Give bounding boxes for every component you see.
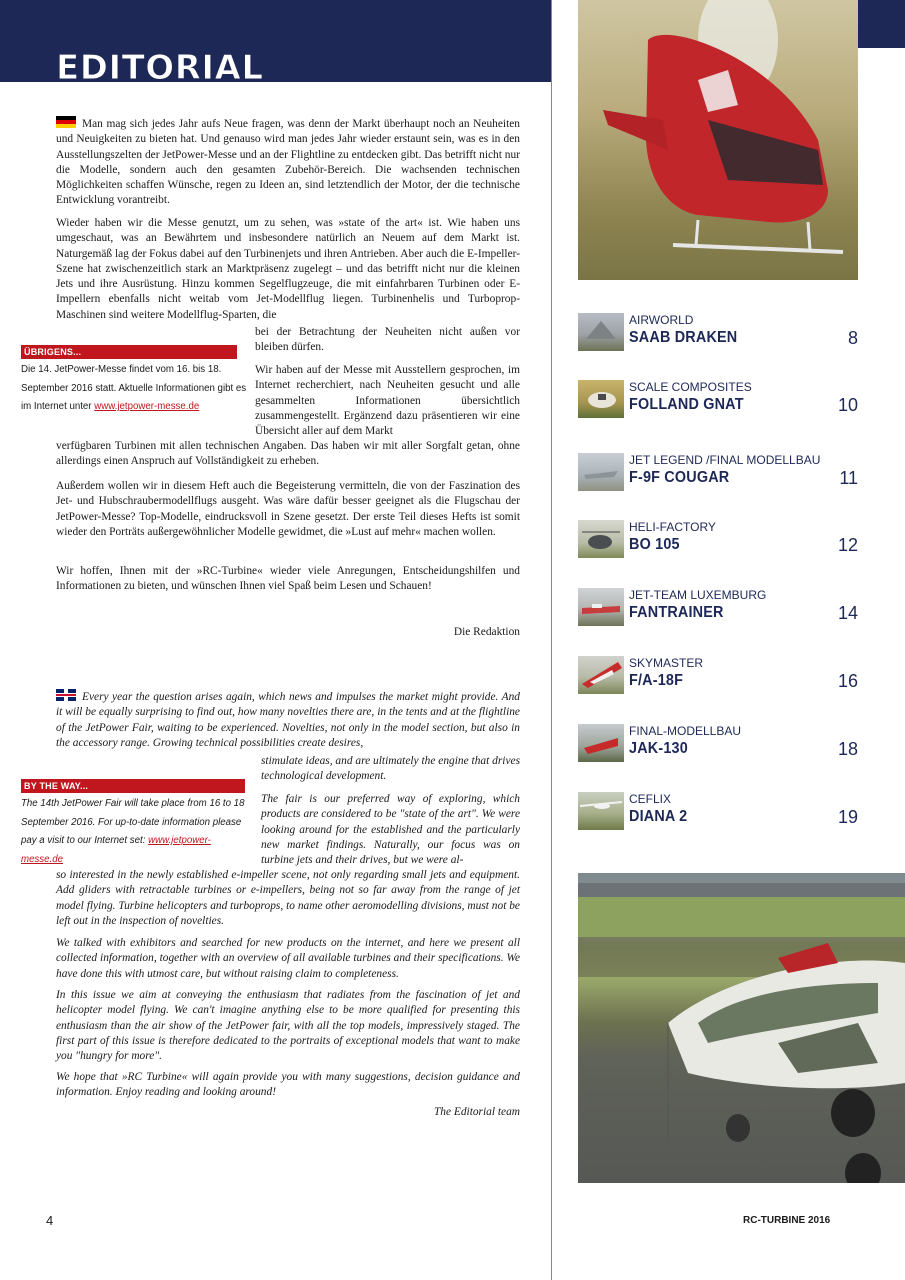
- toc-thumbnail: [578, 453, 624, 491]
- toc-page: 16: [837, 671, 858, 691]
- german-paragraph-2: Wieder haben wir die Messe genutzt, um zu sehen, was »state of the art« ist. Wie haben uns umgeschaut, was an Bewährtem und insbesondere natürlich an Neuem auf dem Markt ist. Naturgemäß lag der Fokus dabei auf den Turbinenjets und ihren Antrieben. Aber auch die E-Impeller-Szene hat zwischenzeitlich stark an Marktpräsenz zugelegt – und das betrifft nicht nur die kleinen Jets und ihre Ausrüstung. Hinzu kommen Segelflugzeuge, die mit einfahrbaren Turbinen oder E-Impellern ebenfalls nicht weitab vom Jet-Modellflug liegen. Turbinenhelis und Turboprop-Maschinen sind weitere Modellflug-Sparten, die: [56, 217, 520, 321]
- german-paragraph-2-cont: bei der Betrachtung der Neuheiten nicht außen vor bleiben dürfen.: [255, 326, 520, 354]
- toc-thumbnail: [578, 313, 624, 351]
- toc-thumbnail: [578, 380, 624, 418]
- toc-category: SKYMASTER: [629, 656, 704, 670]
- toc-category: CEFLIX: [629, 792, 672, 806]
- toc-title: F-9F COUGAR: [629, 469, 730, 486]
- toc-item-fa18f[interactable]: [578, 656, 858, 706]
- english-paragraph-2: The fair is our preferred way of exploring, which products are considered to be "state of the art". We were looking around for the established and the particularly new market findings. Naturally, our focus was on turbine jets and their drives, but we were al-: [261, 793, 520, 867]
- english-signature: The Editorial team: [433, 1106, 520, 1118]
- toc-category: HELI-FACTORY: [629, 520, 716, 534]
- german-flag-icon: [56, 116, 76, 128]
- toc-category: FINAL-MODELLBAU: [629, 724, 742, 738]
- toc-page: 10: [837, 395, 858, 415]
- english-paragraph-4: In this issue we aim at conveying the enthusiasm that radiates from the fascination of jet and helicopter model flying. We can't imagine anything else to be more qualified for presenting this enthusiasm than the air show of the JetPower fair, with all the top models, impressively staged. The first part of this issue is therefore dedicated to the portraits of exceptional models that want to make you "hungry for more".: [56, 989, 520, 1063]
- english-paragraph-5: We hope that »RC Turbine« will again provide you with many suggestions, decision guidance and information. Enjoy reading and looking around!: [56, 1071, 520, 1099]
- toc-item-folland-gnat[interactable]: [578, 380, 858, 430]
- toc-thumbnail: [578, 724, 624, 762]
- german-paragraph-1: Man mag sich jedes Jahr aufs Neue fragen, was denn der Markt überhaupt noch an Neuheiten und Neuigkeiten zu bieten hat. Und genauso wird man jedes Jahr wieder erstaunt sein, was es in den Ausstellungszelten der JetPower-Messe und an der Flightline zu entdecken gibt. Das betrifft nicht nur die Modelle, sondern auch den gesamten Zubehör-Bereich. Die wachsenden technischen Möglichkeiten schaffen Wünsche, regen zu Ideen an, sind letztendlich der Motor, der die technische Entwicklung vorantreibt.: [56, 118, 520, 207]
- english-box-link[interactable]: www.jetpower-messe.de: [21, 835, 211, 865]
- german-paragraph-4: Außerdem wollen wir in diesem Heft auch die Begeisterung vermitteln, die von der Faszination des Jet- und Hubschraubermodellflugs ausgeht. Was wäre dafür besser geeignet als die Flugschau der JetPower-Messe? Top-Modelle, eindrucksvoll in Szene gesetzt. Der erste Teil dieses Hefts ist somit wieder den Porträts außergewöhnlicher Modelle gewidmet, die »Lust auf mehr« machen wollen.: [56, 480, 520, 538]
- english-paragraph-2-cont: so interested in the newly established e-impeller scene, not only regarding small jets and equipment. Add gliders with retractable turbines or e-impellers, being not so far away from the range of jet model flying. Turbine helicopters and turboprops, to name other aeromodelling divisions, must not be left out in the inspection of novelties.: [56, 869, 520, 927]
- english-box-heading: BY THE WAY...: [21, 779, 245, 793]
- toc-page: 19: [837, 807, 858, 827]
- header-bar-right: [857, 0, 905, 48]
- english-paragraph-1-cont: stimulate ideas, and are ultimately the engine that drives technological development.: [261, 755, 520, 783]
- toc-page: 12: [837, 535, 858, 555]
- toc-title: SAAB DRAKEN: [629, 329, 738, 346]
- toc-title: FANTRAINER: [629, 604, 724, 621]
- english-paragraph-1: Every year the question arises again, which news and impulses the market might provide. And it will be equally surprising to find out, how many novelties there are, in the tents and at the flightline of the JetPower Fair, waiting to be experienced. Novelties, not only in the model section, but also in the accessory range. Growing technical possibilities create desires,: [56, 691, 520, 749]
- helicopter-photo: [578, 0, 858, 280]
- toc-thumbnail: [578, 520, 624, 558]
- toc-title: JAK-130: [629, 740, 688, 757]
- toc-item-jak130[interactable]: [578, 724, 858, 774]
- toc-thumbnail: [578, 588, 624, 626]
- toc-thumbnail: [578, 656, 624, 694]
- german-paragraph-3: Wir haben auf der Messe mit Ausstellern gesprochen, im Internet recherchiert, nach Neuheiten gesucht und alle gesammelten Informationen übersichtlich zusammengestellt. Ergänzend dazu präsentieren wir eine Übersicht aller auf dem Markt: [255, 364, 520, 438]
- toc-title: DIANA 2: [629, 808, 688, 825]
- toc-category: AIRWORLD: [629, 313, 694, 327]
- english-paragraph-3: We talked with exhibitors and searched for new products on the internet, and here we present all collected information, together with an overview of all available turbines and their specifications. We have done this with utmost care, but without raising claim to completeness.: [56, 937, 520, 980]
- magazine-name: RC-TURBINE 2016: [743, 1215, 831, 1226]
- page-title: EDITORIAL: [56, 48, 264, 88]
- german-paragraph-5: Wir hoffen, Ihnen mit der »RC-Turbine« wieder viele Anregungen, Entscheidungshilfen und Informationen zu bieten, und wünschen Ihnen viel Spaß beim Lesen und Schauen!: [56, 565, 520, 593]
- uk-flag-icon: [56, 689, 76, 701]
- toc-title: F/A-18F: [629, 672, 684, 689]
- toc-category: SCALE COMPOSITES: [629, 380, 752, 394]
- german-box-text: Die 14. JetPower-Messe findet vom 16. bis 18. September 2016 statt. Aktuelle Informationen gibt es im Internet unter www.jetpower-messe.de: [21, 364, 247, 412]
- english-box-text: The 14th JetPower Fair will take place from 16 to 18 September 2016. For up-to-date information please pay a visit to our Internet set: www.jetpower-messe.de: [21, 798, 245, 865]
- column-divider: [551, 0, 552, 1280]
- jet-photo: [578, 873, 905, 1183]
- toc-title: BO 105: [629, 536, 680, 553]
- toc-thumbnail: [578, 792, 624, 830]
- toc-item-diana2[interactable]: [578, 792, 858, 842]
- toc-item-saab-draken[interactable]: [578, 313, 858, 363]
- toc-page: 18: [837, 739, 858, 759]
- german-box-link[interactable]: www.jetpower-messe.de: [94, 401, 200, 412]
- toc-title: FOLLAND GNAT: [629, 396, 744, 413]
- toc-page: 8: [847, 328, 858, 348]
- toc-page: 14: [837, 603, 858, 623]
- page-number: 4: [46, 1213, 54, 1228]
- german-paragraph-3-cont: verfügbaren Turbinen mit allen technischen Angaben. Das haben wir mit aller Sorgfalt getan, ohne allerdings einen Anspruch auf Vollständigkeit zu erheben.: [56, 440, 520, 468]
- german-box-heading: ÜBRIGENS...: [21, 345, 237, 359]
- toc-item-bo105[interactable]: [578, 520, 858, 570]
- toc-item-fantrainer[interactable]: [578, 588, 858, 638]
- toc-page: 11: [839, 468, 858, 488]
- toc-item-f9f-cougar[interactable]: [578, 453, 858, 503]
- toc-category: JET LEGEND /FINAL MODELLBAU: [629, 453, 821, 467]
- german-signature: Die Redaktion: [453, 626, 520, 638]
- toc-category: JET-TEAM LUXEMBURG: [629, 588, 767, 602]
